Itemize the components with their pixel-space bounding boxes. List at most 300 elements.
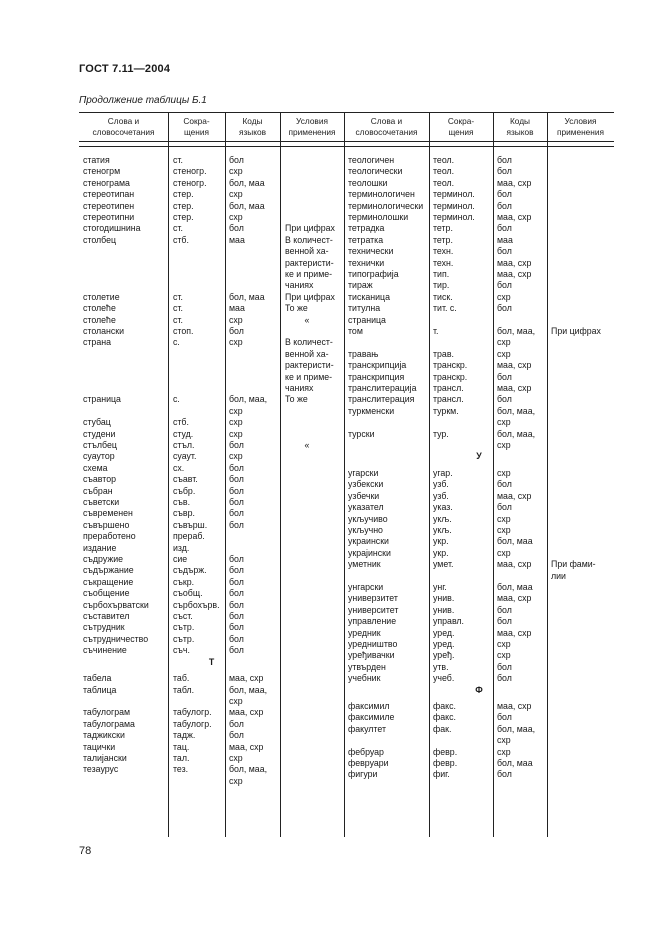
table-cell-word: схема [83,462,108,473]
table-cell-usage-condition: При цифрах [285,223,335,234]
table-cell-word: табела [83,673,112,684]
table-cell-abbreviation: с. [173,337,180,348]
table-cell-word: уређивачки [348,650,395,661]
table-cell-language-codes: бол [229,633,244,644]
table-cell-language-codes: маа, схр [229,673,264,684]
table-cell-word: страница [83,394,121,405]
table-cell-word: украјински [348,547,391,558]
table-cell-word: тетрадка [348,223,385,234]
table-cell-abbreviation: трансл. [433,394,464,405]
table-cell-word: съавтор [83,474,116,485]
table-cell-usage-condition: При цифрах [551,326,601,336]
table-cell-abbreviation: фиг. [433,769,450,780]
table-cell-language-codes: бол [497,712,512,723]
table-cell-abbreviation: стеногр. [173,177,207,188]
table-cell-language-codes: схр [497,746,511,757]
table-cell-abbreviation: ст. [173,314,183,325]
table-cell-language-codes: бол, маа, схр [497,723,536,746]
table-cell-word: съдържание [83,565,134,576]
table-cell-abbreviation: тетр. [433,223,453,234]
table-cell-abbreviation: съдърж. [173,565,207,576]
table-cell-abbreviation: указ. [433,502,453,513]
table-cell-word: факсимиле [348,712,395,723]
table-cell-language-codes: бол [229,497,244,507]
table-cell-abbreviation: съкр. [173,576,195,587]
table-cell-language-codes: бол [229,440,244,450]
table-cell-abbreviation: факс. [433,712,456,723]
table-cell-language-codes: маа, схр [497,490,532,501]
table-cell-word: съобщение [83,588,130,599]
table-cell-language-codes: бол [229,326,244,336]
table-cell-abbreviation: ст. [173,291,183,302]
table-cell-abbreviation: узб. [433,479,449,490]
table-cell-word: съветски [83,497,120,507]
table-cell-language-codes: бол [497,616,512,627]
table-cell-word: терминолошки [348,212,409,222]
header-bottom-border [79,141,614,142]
table-cell-word: статия [83,155,110,165]
table-cell-language-codes: схр [229,314,243,325]
table-cell-language-codes: бол [497,280,512,291]
table-cell-word: талијански [83,752,127,763]
table-cell-word: тисканица [348,291,390,302]
table-cell-language-codes: схр [497,348,511,359]
table-cell-word: терминологичен [348,189,415,200]
abbreviation-table [79,112,614,837]
table-cell-abbreviation: учеб. [433,673,455,684]
table-cell-word: стереотипан [83,189,135,200]
column-divider [168,112,169,837]
table-cell-word: титулна [348,303,381,314]
table-cell-abbreviation: техн. [433,257,454,268]
table-cell-abbreviation: терминол. [433,189,475,200]
table-cell-word: стълбец [83,440,117,450]
table-cell-language-codes: схр [497,650,511,661]
table-cell-language-codes: бол, маа [497,581,533,592]
table-cell-usage-condition: То же [285,303,308,314]
table-cell-word: сътрудничество [83,633,149,644]
table-cell-abbreviation: угар. [433,467,453,478]
table-cell-word: фебруар [348,746,384,757]
table-cell-language-codes: бол [229,554,244,564]
table-cell-language-codes: бол [229,485,244,496]
table-cell-word: уредник [348,627,381,638]
table-cell-abbreviation: теол. [433,177,455,188]
table-cell-language-codes: маа, схр [229,707,264,718]
table-cell-language-codes: бол [497,371,512,382]
table-cell-language-codes: схр [497,638,511,649]
table-cell-language-codes: схр [229,166,243,177]
table-cell-language-codes: бол [229,645,244,656]
table-cell-word: том [348,326,363,336]
table-cell-word: угарски [348,467,379,478]
table-cell-language-codes: схр [229,189,243,200]
table-cell-language-codes: бол [229,611,244,621]
table-cell-abbreviation: тетр. [433,234,453,245]
table-cell-word: тезаурус [83,764,119,775]
table-cell-word: стереотипен [83,200,135,211]
table-cell-word: уметник [348,559,381,570]
table-cell-abbreviation: стб. [173,234,189,245]
table-cell-abbreviation: прераб. [173,531,205,542]
col-header-abbrev: Сокра- щения [183,115,210,137]
table-cell-language-codes: схр [497,524,511,535]
table-cell-word: технически [348,246,394,257]
table-cell-word: столетие [83,291,120,302]
table-cell-word: утвърден [348,661,386,672]
table-cell-abbreviation: укр. [433,536,449,547]
table-cell-language-codes: бол [497,479,512,490]
table-cell-word: таджикски [83,730,125,741]
section-letter: Ф [475,684,483,695]
table-cell-word: съдружие [83,554,124,564]
table-cell-abbreviation: съвр. [173,508,195,519]
table-cell-abbreviation: сие [173,554,188,564]
table-cell-language-codes: бол [497,155,512,165]
table-cell-word: стеногрм [83,166,121,177]
table-cell-usage-condition: То же [285,394,308,405]
table-cell-abbreviation: факс. [433,701,456,712]
table-cell-abbreviation: тац. [173,741,190,752]
table-cell-abbreviation: теол. [433,166,455,177]
table-cell-abbreviation: табулогр. [173,718,212,729]
table-cell-abbreviation: трансл. [433,383,464,393]
table-cell-language-codes: бол [497,769,512,780]
column-divider-center [344,112,345,837]
table-cell-abbreviation: табл. [173,684,195,695]
table-cell-word: съвременен [83,508,133,519]
table-cell-abbreviation: уређ. [433,650,455,661]
table-cell-usage-condition: В количест- венной ха- рактеристи- ке и приме- чаниях [285,337,334,394]
table-cell-language-codes: схр [497,467,511,478]
column-divider [225,112,226,837]
table-cell-word: тацички [83,741,116,752]
table-cell-abbreviation: тез. [173,764,189,775]
table-cell-abbreviation: ст. [173,223,183,234]
table-cell-language-codes: маа, схр [497,257,532,268]
section-letter: Т [208,656,215,667]
table-cell-language-codes: маа, схр [497,212,532,222]
table-cell-word: фигури [348,769,378,780]
table-cell-abbreviation: укљ. [433,513,452,524]
table-cell-word: табулограм [83,707,131,718]
table-cell-language-codes: бол [229,155,244,165]
table-cell-language-codes: бол [497,246,512,257]
table-cell-word: теологически [348,166,403,177]
table-cell-word: съкращение [83,576,134,587]
table-cell-abbreviation: транскр. [433,371,468,382]
table-cell-abbreviation: унг. [433,581,447,592]
table-cell-abbreviation: тип. [433,269,450,279]
table-cell-word: тираж [348,280,373,291]
table-cell-abbreviation: ст. [173,155,183,165]
table-cell-abbreviation: сърбохърв. [173,599,220,610]
table-cell-abbreviation: февр. [433,746,458,757]
table-cell-abbreviation: тал. [173,752,190,763]
table-cell-word: университет [348,604,399,615]
col-header-abbrev: Сокра- щения [447,115,475,137]
table-cell-word: страна [83,337,111,348]
col-header-words: Слова и словосочетания [92,115,155,137]
table-cell-abbreviation: съч. [173,645,190,656]
col-header-codes: Коды языков [506,115,534,137]
table-cell-usage-condition: При фами- лии [551,559,596,581]
table-cell-word: студени [83,428,116,439]
table-cell-abbreviation: стер. [173,189,194,200]
table-cell-word: учебник [348,673,381,684]
table-cell-abbreviation: сътр. [173,633,195,644]
table-cell-abbreviation: сътр. [173,622,195,633]
table-cell-abbreviation: студ. [173,428,194,439]
table-cell-word: универзитет [348,593,398,604]
table-cell-abbreviation: съвърш. [173,519,208,530]
table-cell-language-codes: маа, схр [497,383,532,393]
table-cell-word: преработено [83,531,136,542]
table-cell-abbreviation: изд. [173,542,190,553]
table-cell-word: транслитерација [348,383,417,393]
column-divider [493,112,494,837]
table-cell-word: травањ [348,348,379,359]
table-cell-abbreviation: февр. [433,758,458,769]
table-cell-word: терминологически [348,200,424,211]
table-cell-word: съчинение [83,645,127,656]
table-cell-word: издание [83,542,117,553]
table-cell-language-codes: бол, маа [229,200,265,211]
table-cell-language-codes: маа, схр [497,559,532,570]
table-cell-usage-condition: При цифрах [285,291,335,302]
table-cell-abbreviation: трав. [433,348,454,359]
table-cell-language-codes: бол [229,223,244,234]
table-cell-abbreviation: унив. [433,593,455,604]
table-cell-abbreviation: техн. [433,246,454,257]
table-cell-language-codes: бол [229,508,244,519]
table-cell-abbreviation: транскр. [433,360,468,371]
table-cell-abbreviation: таб. [173,673,190,684]
column-divider [280,112,281,837]
table-cell-word: стенограма [83,177,130,188]
table-cell-language-codes: бол [497,661,512,672]
table-cell-abbreviation: стб. [173,417,189,428]
table-cell-abbreviation: укр. [433,547,449,558]
table-cell-language-codes: схр [229,337,243,348]
table-cell-language-codes: бол, маа, схр [497,428,536,450]
table-cell-word: стереотипни [83,212,135,222]
table-cell-language-codes: бол [497,604,512,615]
table-cell-language-codes: маа, схр [229,741,264,752]
table-cell-abbreviation: терминол. [433,200,475,211]
table-cell-abbreviation: сх. [173,462,185,473]
table-cell-abbreviation: табулогр. [173,707,212,718]
table-cell-language-codes: бол [229,622,244,633]
table-cell-word: транскрипција [348,360,407,371]
table-cell-word: столеће [83,303,116,314]
table-cell-language-codes: бол [229,588,244,599]
table-cell-word: стогодишнина [83,223,141,234]
table-cell-word: страница [348,314,386,325]
section-letter: У [476,451,482,462]
table-cell-language-codes: бол [229,718,244,729]
table-cell-abbreviation: умет. [433,559,454,570]
table-cell-word: укључно [348,524,383,535]
table-cell-abbreviation: суаут. [173,451,197,462]
table-caption: Продолжение таблицы Б.1 [79,95,207,106]
table-cell-abbreviation: съв. [173,497,191,507]
table-cell-language-codes: бол, маа, схр [229,394,268,416]
table-cell-abbreviation: узб. [433,490,449,501]
table-cell-word: суаутор [83,451,115,462]
table-cell-word: столбец [83,234,117,245]
table-cell-language-codes: бол [497,303,512,314]
col-header-conditions: Условия применения [557,115,604,137]
table-cell-language-codes: маа, схр [497,177,532,188]
table-cell-abbreviation: събр. [173,485,196,496]
table-cell-abbreviation: тадж. [173,730,196,741]
table-cell-abbreviation: т. [433,326,439,336]
table-cell-language-codes: бол, маа, схр [229,764,268,786]
table-cell-word: тетратка [348,234,384,245]
table-cell-word: турски [348,428,375,439]
table-cell-language-codes: бол [229,519,244,530]
table-cell-language-codes: бол [229,730,244,741]
table-cell-language-codes: маа, схр [497,701,532,712]
table-cell-word: сътрудник [83,622,125,633]
table-cell-abbreviation: унив. [433,604,455,615]
table-cell-language-codes: бол, маа [497,758,533,769]
table-cell-word: стубац [83,417,111,428]
table-cell-abbreviation: фак. [433,723,452,734]
table-cell-word: теологичен [348,155,395,165]
table-cell-word: уредништво [348,638,398,649]
table-cell-word: събран [83,485,113,496]
table-cell-word: укључиво [348,513,388,524]
table-cell-word: факултет [348,723,386,734]
table-cell-abbreviation: съобщ. [173,588,203,599]
table-cell-language-codes: маа, схр [497,269,532,279]
document-header: ГОСТ 7.11—2004 [79,63,171,75]
table-cell-language-codes: бол [229,576,244,587]
table-cell-language-codes: бол [497,673,512,684]
table-cell-language-codes: бол [497,394,512,405]
table-cell-language-codes: маа, схр [497,627,532,638]
table-cell-word: узбекски [348,479,384,490]
table-cell-abbreviation: теол. [433,155,455,165]
table-cell-language-codes: схр [229,428,243,439]
table-cell-abbreviation: укљ. [433,524,452,535]
header-double-border [79,146,614,147]
table-cell-word: съвършено [83,519,130,530]
table-cell-abbreviation: стер. [173,200,194,211]
table-cell-language-codes: маа, схр [497,360,532,371]
table-cell-abbreviation: стоп. [173,326,194,336]
table-cell-word: украински [348,536,389,547]
table-cell-language-codes: бол, маа, схр [497,405,536,428]
table-cell-language-codes: схр [229,417,243,428]
table-cell-word: съставител [83,611,130,621]
table-cell-language-codes: бол, маа [229,177,265,188]
table-cell-language-codes: бол [229,565,244,576]
table-cell-abbreviation: тиск. [433,291,453,302]
table-cell-language-codes: схр [229,752,243,763]
table-cell-word: февруари [348,758,389,769]
table-cell-language-codes: бол [497,166,512,177]
table-cell-word: теолошки [348,177,388,188]
table-cell-abbreviation: стеногр. [173,166,207,177]
table-cell-abbreviation: туркм. [433,405,459,416]
table-cell-abbreviation: уред. [433,638,455,649]
table-cell-language-codes: бол, маа, схр [497,326,536,348]
table-cell-language-codes: бол [229,474,244,485]
table-cell-word: столански [83,326,125,336]
table-cell-language-codes: схр [229,451,243,462]
table-cell-language-codes: маа [497,234,513,245]
table-cell-word: туркменски [348,405,395,416]
page-number: 78 [79,845,92,857]
table-cell-language-codes: бол [497,189,512,200]
table-cell-word: узбечки [348,490,380,501]
column-divider [429,112,430,837]
table-cell-abbreviation: стъл. [173,440,195,450]
table-cell-language-codes: бол, маа, схр [229,684,268,706]
column-divider [547,112,548,837]
table-cell-word: технички [348,257,385,268]
table-cell-abbreviation: ст. [173,303,183,314]
table-cell-word: указател [348,502,384,513]
table-cell-word: столеће [83,314,116,325]
col-header-words: Слова и словосочетания [355,115,418,137]
table-cell-language-codes: маа [229,303,245,314]
table-cell-language-codes: схр [497,291,511,302]
table-cell-language-codes: маа, схр [497,593,532,604]
table-cell-abbreviation: стер. [173,212,194,222]
table-cell-abbreviation: тит. с. [433,303,457,314]
table-cell-abbreviation: съавт. [173,474,198,485]
table-cell-language-codes: бол, маа [229,291,265,302]
table-cell-word: управление [348,616,397,627]
table-cell-abbreviation: терминол. [433,212,475,222]
table-cell-word: транскрипция [348,371,405,382]
table-cell-language-codes: бол [229,599,244,610]
table-cell-abbreviation: уред. [433,627,455,638]
table-cell-language-codes: бол, маа [497,536,533,547]
table-cell-abbreviation: съст. [173,611,193,621]
table-cell-word: транслитерация [348,394,415,405]
table-cell-language-codes: схр [497,513,511,524]
table-cell-language-codes: схр [497,547,511,558]
table-cell-abbreviation: тир. [433,280,450,291]
col-header-codes: Коды языков [238,115,266,137]
table-cell-word: типографија [348,269,399,279]
table-cell-language-codes: маа [229,234,245,245]
table-cell-abbreviation: с. [173,394,180,405]
table-cell-usage-condition: В количест- венной ха- рактеристи- ке и приме- чаниях [285,234,334,291]
table-cell-language-codes: бол [497,502,512,513]
table-cell-language-codes: схр [229,212,243,222]
table-cell-language-codes: бол [497,200,512,211]
table-cell-word: сърбохърватски [83,599,149,610]
table-cell-language-codes: бол [229,462,244,473]
table-cell-abbreviation: тур. [433,428,449,439]
table-cell-word: табулограма [83,718,135,729]
table-cell-usage-condition: « [304,440,310,450]
table-cell-word: унгарски [348,581,384,592]
col-header-conditions: Условия применения [288,115,336,137]
table-cell-word: факсимил [348,701,390,712]
table-cell-abbreviation: управл. [433,616,464,627]
table-cell-language-codes: бол [497,223,512,234]
table-cell-word: таблица [83,684,117,695]
table-cell-usage-condition: « [304,314,310,325]
table-cell-abbreviation: утв. [433,661,449,672]
